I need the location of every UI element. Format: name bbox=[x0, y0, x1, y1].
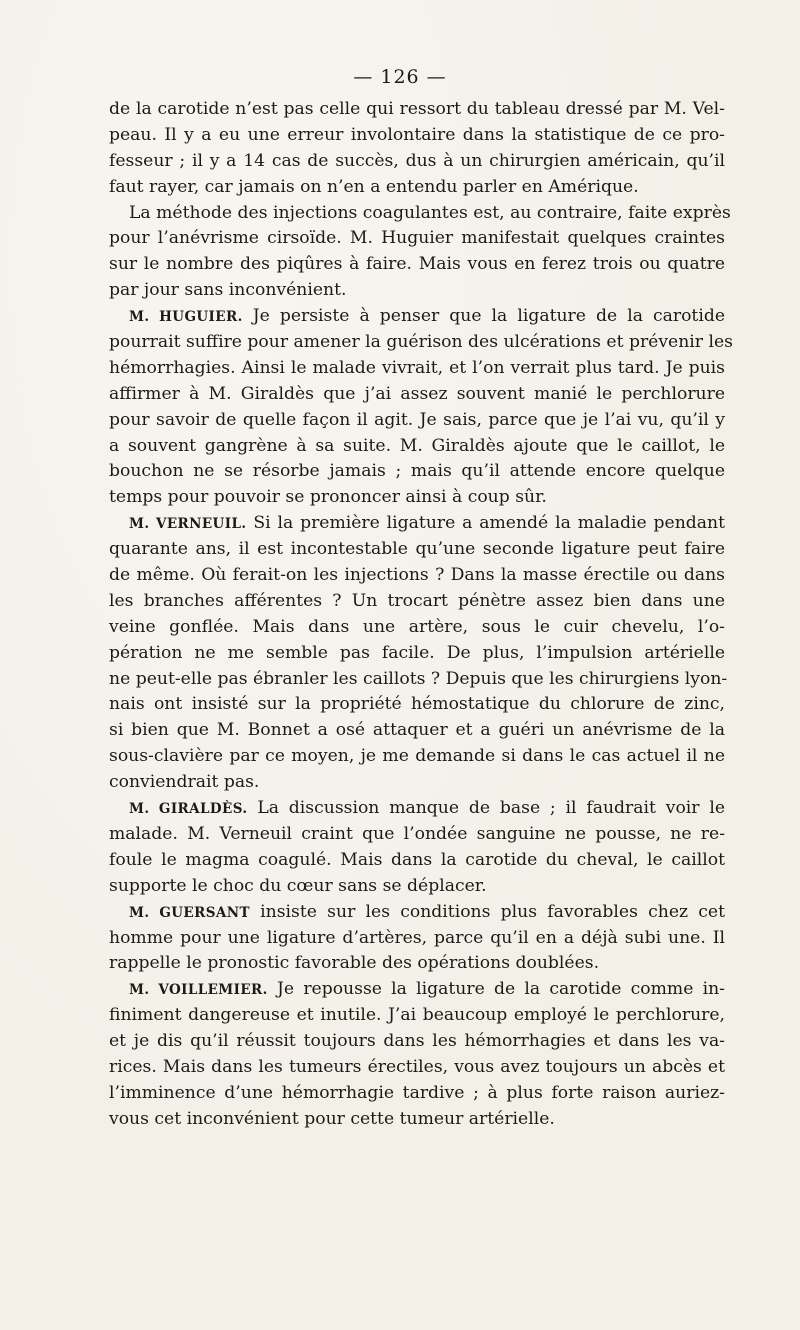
text-line bbox=[109, 589, 725, 615]
line-text: les branches afférentes ? Un trocart pénètre assez bien dans une bbox=[109, 590, 725, 611]
text-line bbox=[109, 667, 728, 693]
line-text: peau. Il y a eu une erreur involontaire dans la statistique de ce pro- bbox=[109, 124, 725, 145]
line-text: pération ne me semble pas facile. De plus, l’impulsion artérielle bbox=[109, 642, 725, 663]
line-text: veine gonflée. Mais dans une artère, sous le cuir chevelu, l’o- bbox=[109, 616, 725, 637]
text-line bbox=[109, 304, 725, 330]
text-line bbox=[109, 252, 725, 278]
line-text: conviendrait pas. bbox=[109, 772, 260, 793]
line-text: nais ont insisté sur la propriété hémostatique du chlorure de zinc, bbox=[109, 694, 725, 715]
line-text: quarante ans, il est incontestable qu’une seconde ligature peut faire bbox=[109, 539, 725, 560]
line-text: homme pour une ligature d’artères, parce qu’il en a déjà subi une. Il bbox=[109, 927, 725, 948]
text-line bbox=[109, 1003, 725, 1029]
text-line bbox=[109, 434, 725, 460]
text-line bbox=[109, 149, 725, 175]
text-line bbox=[109, 641, 725, 667]
line-text: fesseur ; il y a 14 cas de succès, dus à un chirurgien américain, qu’il bbox=[109, 150, 725, 171]
line-text: ne peut-elle pas ébranler les caillots ? Depuis que les chirurgiens lyon- bbox=[109, 668, 728, 689]
text-line bbox=[109, 511, 725, 537]
line-text: faut rayer, car jamais on n’en a entendu parler en Amérique. bbox=[109, 176, 639, 197]
line-text: sur le nombre des piqûres à faire. Mais vous en ferez trois ou quatre bbox=[109, 254, 725, 275]
line-text: si bien que M. Bonnet a osé attaquer et a guéri un anévrisme de la bbox=[109, 720, 725, 741]
text-line bbox=[109, 1055, 725, 1081]
text-line bbox=[109, 201, 731, 227]
text-line bbox=[109, 1029, 725, 1055]
text-line bbox=[109, 900, 725, 926]
text-line bbox=[109, 278, 725, 304]
line-text: pour savoir de quelle façon il agit. Je sais, parce que je l’ai vu, qu’il y bbox=[109, 409, 725, 430]
speaker-name: M. GIRALDÈS. bbox=[129, 801, 248, 818]
line-text: sous-clavière par ce moyen, je me demande si dans le cas actuel il ne bbox=[109, 746, 725, 767]
line-text: et je dis qu’il réussit toujours dans les hémorrhagies et dans les va- bbox=[109, 1031, 725, 1052]
text-line bbox=[109, 356, 725, 382]
text-line bbox=[109, 408, 725, 434]
text-line bbox=[109, 926, 725, 952]
text-line bbox=[109, 615, 725, 641]
text-line bbox=[109, 563, 725, 589]
text-line bbox=[109, 951, 725, 977]
line-text: rices. Mais dans les tumeurs érectiles, vous avez toujours un abcès et bbox=[109, 1056, 725, 1077]
text-line bbox=[109, 718, 725, 744]
text-line bbox=[109, 1081, 725, 1107]
line-text: temps pour pouvoir se prononcer ainsi à coup sûr. bbox=[109, 487, 547, 508]
text-line bbox=[109, 123, 725, 149]
line-text: pourrait suffire pour amener la guérison des ulcérations et prévenir les bbox=[109, 332, 733, 353]
line-text: Je repousse la ligature de la carotide comme in- bbox=[267, 979, 725, 1000]
text-line bbox=[109, 175, 725, 201]
line-text: Je persiste à penser que la ligature de la carotide bbox=[242, 306, 725, 327]
line-text: rappelle le pronostic favorable des opérations doublées. bbox=[109, 953, 600, 974]
text-line bbox=[109, 537, 725, 563]
line-text: supporte le choc du cœur sans se déplacer. bbox=[109, 875, 487, 896]
text-line bbox=[109, 459, 725, 485]
speaker-name: M. HUGUIER. bbox=[129, 309, 243, 326]
line-text: insiste sur les conditions plus favorables chez cet bbox=[249, 901, 725, 922]
line-text: La discussion manque de base ; il faudrait voir le bbox=[247, 798, 725, 819]
text-line bbox=[109, 97, 725, 123]
line-text: foule le magma coagulé. Mais dans la carotide du cheval, le caillot bbox=[109, 849, 725, 870]
line-text: malade. M. Verneuil craint que l’ondée sanguine ne pousse, ne re- bbox=[109, 823, 725, 844]
text-line bbox=[109, 977, 725, 1003]
text-line bbox=[109, 874, 725, 900]
line-text: a souvent gangrène à sa suite. M. Giraldès ajoute que le caillot, le bbox=[109, 435, 725, 456]
line-text: pour l’anévrisme cirsoïde. M. Huguier manifestait quelques craintes bbox=[109, 228, 725, 249]
speaker-name: M. VERNEUIL. bbox=[129, 516, 247, 533]
line-text: affirmer à M. Giraldès que j’ai assez souvent manié le perchlorure bbox=[109, 383, 725, 404]
speaker-name: M. VOILLEMIER. bbox=[129, 982, 268, 999]
text-line bbox=[109, 1107, 725, 1133]
line-text: La méthode des injections coagulantes est, au contraire, faite exprès bbox=[129, 202, 731, 223]
body-text bbox=[109, 97, 733, 1133]
line-text: l’imminence d’une hémorrhagie tardive ; à plus forte raison auriez- bbox=[109, 1082, 725, 1103]
line-text: vous cet inconvénient pour cette tumeur artérielle. bbox=[109, 1108, 555, 1129]
line-text: finiment dangereuse et inutile. J’ai beaucoup employé le perchlorure, bbox=[109, 1005, 725, 1026]
text-line bbox=[109, 485, 725, 511]
text-line bbox=[109, 692, 725, 718]
text-line bbox=[109, 226, 725, 252]
line-text: par jour sans inconvénient. bbox=[109, 280, 347, 301]
line-text: de la carotide n’est pas celle qui ressort du tableau dressé par M. Vel- bbox=[109, 99, 725, 119]
text-line bbox=[109, 796, 725, 822]
page-number: — 126 — bbox=[353, 66, 447, 88]
text-line bbox=[109, 744, 725, 770]
line-text: hémorrhagies. Ainsi le malade vivrait, et l’on verrait plus tard. Je puis bbox=[109, 357, 725, 378]
line-text: bouchon ne se résorbe jamais ; mais qu’il attende encore quelque bbox=[109, 461, 725, 482]
speaker-name: M. GUERSANT bbox=[129, 904, 250, 921]
line-text: Si la première ligature a amendé la maladie pendant bbox=[246, 513, 725, 534]
text-line bbox=[109, 770, 725, 796]
text-line bbox=[109, 848, 725, 874]
line-text: de même. Où ferait-on les injections ? Dans la masse érectile ou dans bbox=[109, 565, 725, 586]
text-line bbox=[109, 330, 733, 356]
text-line bbox=[109, 822, 725, 848]
text-line bbox=[109, 382, 725, 408]
